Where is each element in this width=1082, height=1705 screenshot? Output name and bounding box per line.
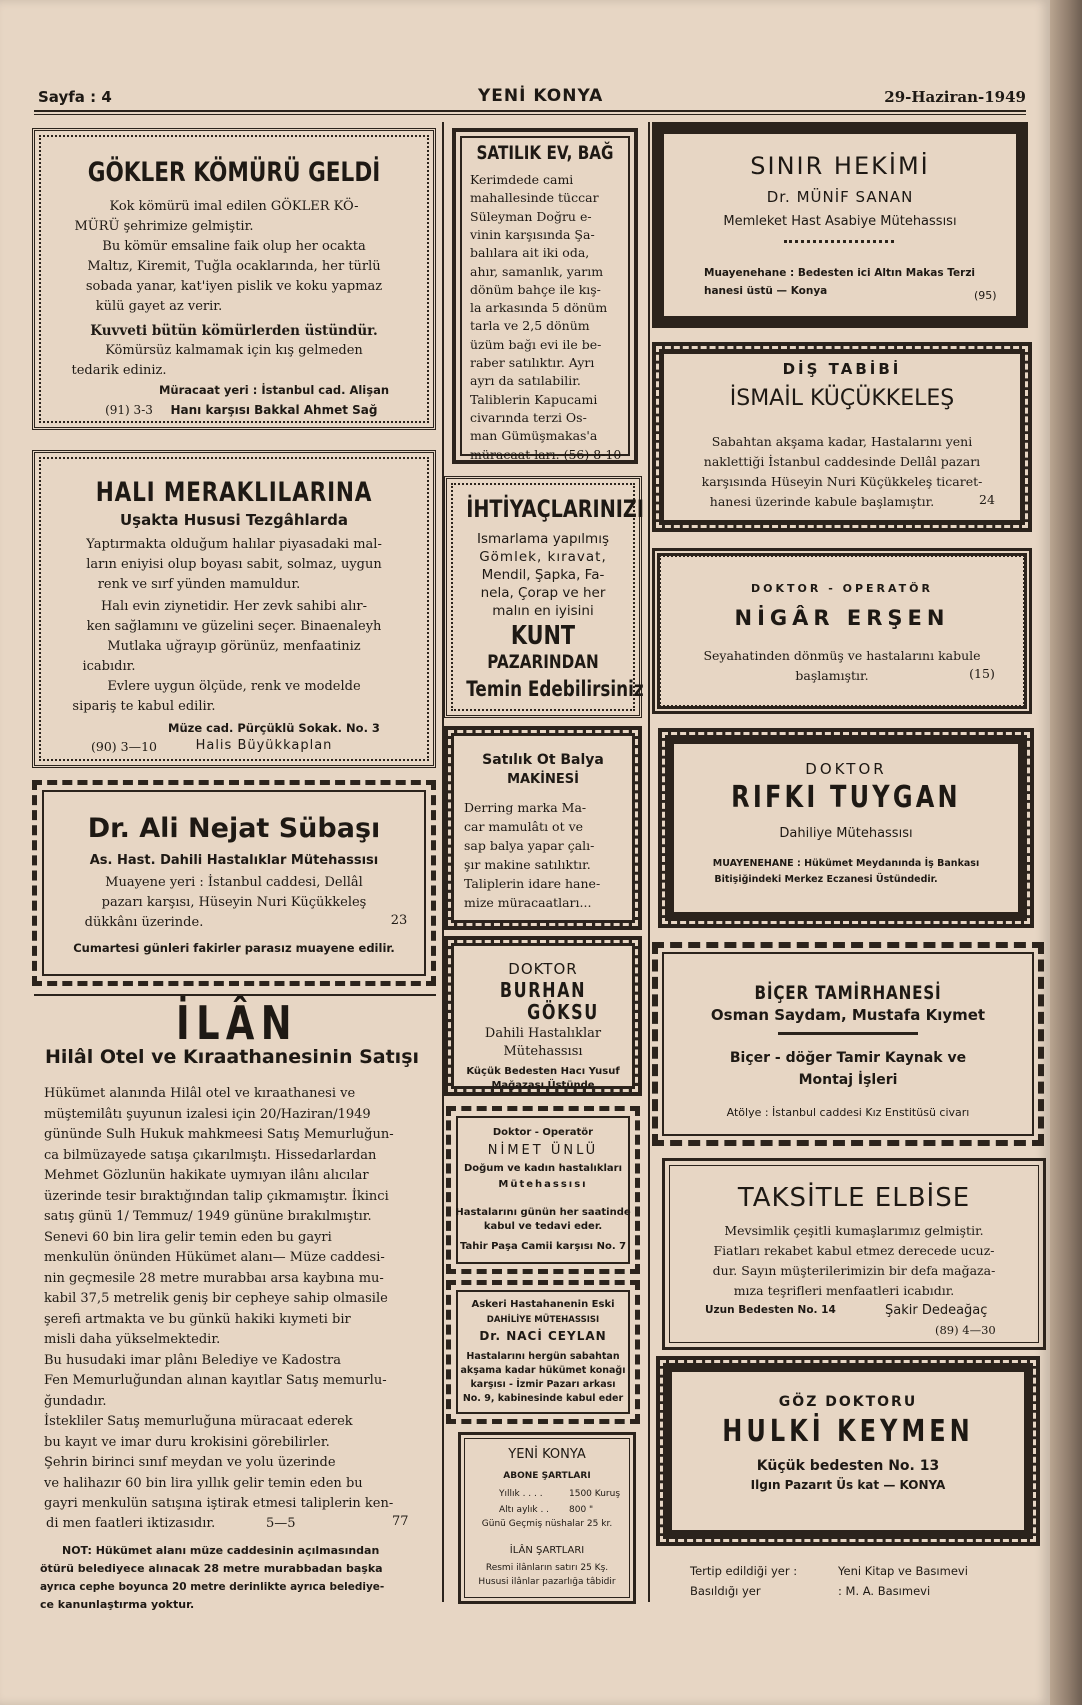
ad-title: BİÇER TAMİRHANESİ — [754, 982, 942, 1004]
ad-text: Atölye : İstanbul caddesi Kız Enstitüsü civarı — [726, 1106, 970, 1119]
ad-brand: PAZARINDAN — [487, 651, 599, 673]
ad-goz-doktoru — [656, 1356, 1040, 1546]
ad-text: hanesi üzerinde kabule başlamıştır. — [709, 494, 935, 509]
imprint — [690, 1562, 1030, 1612]
ad-text: akşama kadar hükümet konağı — [460, 1365, 626, 1376]
article-line: İstekliler Satış memurluğuna müracaat ederek — [44, 1414, 353, 1429]
article-line: Senevi 60 bin lira gelir temin eden bu gayri — [44, 1229, 332, 1245]
header-rule — [34, 110, 1026, 112]
ad-line: balılara ait iki oda, — [470, 245, 590, 261]
ad-taksitle-elbise — [662, 1158, 1046, 1350]
ad-title: DİŞ TABİBİ — [782, 360, 902, 378]
ad-text: karşısında Hüseyin Nuri Küçükkeleş ticaret- — [701, 474, 983, 489]
article-line: gününde Sulh Hukuk mahkmeesi Satış Memurluğun- — [44, 1127, 394, 1142]
article-line: Şehrin birinci sınıf meydan ve yolu üzerinde — [44, 1455, 336, 1470]
imprint-label: Basıldığı yer — [690, 1584, 761, 1598]
ad-text: Bitişiğindeki Merkez Eczanesi Üstündedir. — [714, 874, 938, 885]
ad-text: Askeri Hastahanenin Eski — [471, 1299, 615, 1310]
ad-text: Hastalarını günün her saatinde — [455, 1207, 631, 1218]
ad-ref: 24 — [979, 492, 995, 507]
ad-line: ahır, samanlık, yarım — [470, 263, 604, 279]
ad-text: naklettiği İstanbul caddesinde Dellâl pazarı — [703, 454, 981, 469]
article-line: gayri menkulün satışına iştirak etmesi taliplerin ken- — [44, 1496, 394, 1511]
ad-text: DOKTOR — [508, 960, 578, 978]
ad-line: la arkasında 5 dönüm — [470, 300, 608, 316]
ad-owner: Şakir Dedeağaç — [885, 1303, 988, 1318]
ad-text: Evlere uygun ölçüde, renk ve modelde — [107, 679, 361, 694]
ad-subtitle: As. Hast. Dahili Hastalıklar Mütehassısı — [89, 853, 379, 868]
ad-line: mahallesinde tüccar — [470, 190, 599, 206]
ad-satilik-ev-bag — [452, 128, 638, 464]
ad-ref: (91) 3-3 — [105, 403, 153, 417]
ad-text: Kuvveti bütün kömürlerden üstündür. — [90, 323, 378, 339]
article-line: satış günü 1/ Temmuz/ 1949 gününe bırakılmıştır. — [44, 1209, 372, 1224]
ad-line: şır makine satılıktır. — [464, 857, 591, 872]
ad-sinir-hekimi — [652, 122, 1028, 328]
ad-title: Satılık Ot Balya — [482, 752, 604, 768]
ad-title: Dr. Ali Nejat Sübaşı — [87, 813, 381, 844]
ad-text: Mutlaka uğrayıp görünüz, menfaatiniz — [107, 639, 361, 654]
ad-name: NİGÂR ERŞEN — [734, 606, 950, 630]
article-line: ve halihazır 60 bin lira yıllık gelir temin eden bu — [44, 1475, 363, 1491]
article-line: Bu husudaki imar plânı Belediye ve Kadostra — [44, 1352, 341, 1368]
price-value: 1500 Kuruş — [569, 1489, 621, 1499]
ad-note: Cumartesi günleri fakirler parasız muayene edilir. — [73, 941, 395, 955]
ad-line: Derring marka Ma- — [464, 800, 587, 815]
ad-line: car mamulâtı ot ve — [464, 819, 584, 834]
ad-subtitle: Dahiliye Mütehassısı — [779, 826, 913, 841]
ad-text: Ismarlama yapılmış — [477, 531, 609, 547]
ad-text: dükkânı üzerinde. — [84, 915, 204, 930]
ad-text: Halı evin ziynetidir. Her zevk sahibi alır- — [100, 599, 368, 614]
ad-text: Doktor - Operatör — [492, 1127, 594, 1138]
ad-line: vinin karşısında Şa- — [470, 226, 595, 242]
column-divider — [648, 122, 650, 1602]
ad-text: Doğum ve kadın hastalıkları — [463, 1163, 623, 1174]
price-note: Resmi ilânların satırı 25 Kş. — [485, 1563, 609, 1573]
ad-line: dönüm bahçe ile kış- — [470, 281, 601, 297]
article-note: ayrıca cephe boyunca 20 metre derinlikte ayrıca belediye- — [40, 1581, 385, 1593]
box-title: YENİ KONYA — [508, 1447, 586, 1462]
ad-text: tedarik ediniz. — [71, 363, 167, 378]
ad-text: Kömürsüz kalmamak için kış gelmeden — [105, 343, 363, 358]
ad-name: Dr. MÜNİF SANAN — [766, 188, 914, 206]
article-line: nin geçmesile 28 metre murabbaı arsa kaybına mu- — [44, 1270, 384, 1286]
ad-line: raber satılıktır. Ayrı — [470, 355, 595, 370]
article-line: ca bilmüzayede satışa çıkarılmıştı. Hissedarlardan — [44, 1147, 377, 1163]
ad-title: BURHAN — [499, 978, 587, 1002]
ad-text: Küçük Bedesten Hacı Yusuf — [466, 1066, 620, 1077]
ad-text: Muayenehane : Bedesten ici Altın Makas Terzi — [704, 267, 976, 279]
ornament-line — [784, 240, 894, 243]
ad-gokler-komuru — [32, 128, 436, 430]
ad-text: Gömlek, kıravat, — [479, 549, 607, 565]
ad-text: renk ve sırf yünden mamuldur. — [97, 577, 301, 592]
article-title: İLÂN — [175, 996, 299, 1050]
ad-text: Küçük bedesten No. 13 — [756, 1458, 940, 1474]
imprint-label: Tertip edildiği yer : — [690, 1564, 798, 1578]
ad-address: Müze cad. Pürçüklü Sokak. No. 3 — [168, 721, 380, 735]
newspaper-title: YENİ KONYA — [478, 86, 604, 106]
ad-ref: (15) — [969, 666, 995, 681]
article-line: müştemilâtı şuyunun izalesi için 20/Haziran/1949 — [44, 1106, 371, 1122]
abone-sartlari — [458, 1432, 636, 1604]
ad-ref: (89) 4—30 — [935, 1323, 996, 1337]
ad-rifki-tuygan — [658, 728, 1034, 928]
ad-name: HULKİ KEYMEN — [722, 1414, 974, 1449]
ad-text: DAHİLİYE MÜTEHASSISI — [486, 1315, 600, 1325]
ad-text: kabul ve tedavi eder. — [483, 1221, 603, 1232]
page-number: Sayfa : 4 — [38, 88, 112, 106]
ad-text: Mevsimlik çeşitli kumaşlarımız gelmiştir. — [724, 1223, 984, 1238]
ad-text: Mütehassısı — [503, 1044, 583, 1059]
ad-address: Uzun Bedesten No. 14 — [705, 1304, 836, 1316]
ad-title: NİMET ÜNLÜ — [487, 1143, 599, 1158]
ornament-line — [778, 1032, 918, 1035]
ad-text: MÜRÜ şehrimize gelmiştir. — [74, 219, 254, 234]
ad-subtitle: Memleket Hast Asabiye Mütehassısı — [723, 214, 957, 229]
article-line: bu kayıt ve imar duru krokisini görebilirler. — [44, 1434, 330, 1450]
ad-text: sobada yanar, kat'iyen pislik ve koku yapmaz — [85, 279, 383, 294]
article-line: ğundadır. — [44, 1393, 107, 1409]
ad-text: Hastalarını hergün sabahtan — [466, 1351, 620, 1362]
ad-text: ken sağlamını ve güzelini seçer. Binaenaleyh — [86, 619, 382, 634]
ad-text: külü gayet az verir. — [95, 299, 223, 314]
box-subtitle: İLÂN ŞARTLARI — [509, 1545, 585, 1556]
ad-owner: Halis Büyükkaplan — [195, 738, 333, 753]
ad-text: başlamıştır. — [795, 668, 869, 683]
ad-text: pazarı karşısı, Hüseyin Nuri Küçükkeleş — [101, 895, 367, 910]
ad-name: İSMAİL KÜÇÜKKELEŞ — [729, 386, 955, 411]
ad-title: TAKSİTLE ELBİSE — [737, 1183, 971, 1213]
article-note: ötürü belediyece alınacak 28 metre murabbadan başka — [40, 1562, 383, 1575]
ad-line: tarla ve 2,5 dönüm — [470, 318, 590, 334]
ad-subtitle: Uşakta Hususi Tezgâhlarda — [119, 511, 349, 529]
article-line: şerefi artmakta ve bu günkü hakiki kıymeti bir — [44, 1311, 351, 1327]
ad-line: ayrı da satılabilir. — [470, 373, 581, 389]
article-subtitle: Hilâl Otel ve Kıraathanesinin Satışı — [44, 1046, 420, 1068]
ad-line: sap balya yapar çalı- — [464, 838, 595, 853]
ad-line: müracaat ları. (56) 8-10 — [470, 446, 622, 462]
article-line: Fen Memurluğundan alınan kayıtlar Satış memurlu- — [44, 1373, 387, 1388]
article-line: misli daha yükselmektedir. — [44, 1332, 221, 1347]
ad-title: İHTİYAÇLARINIZI — [466, 495, 644, 523]
article-note: NOT: Hükümet alanı müze caddesinin açılmasından — [62, 1544, 380, 1557]
ad-text: Yaptırmakta olduğum halılar piyasadaki mal- — [86, 537, 382, 552]
price-note: Hususi ilânlar pazarlığa tâbidir — [478, 1577, 616, 1587]
ad-text: karşısı - İzmir Pazarı arkası — [470, 1379, 616, 1390]
article-line: Hükümet alanında Hilâl otel ve kıraathanesi ve — [44, 1086, 356, 1101]
page-header — [38, 86, 1026, 108]
ad-text: Kok kömürü imal edilen GÖKLER KÖ- — [109, 199, 359, 214]
ad-text: Dahili Hastalıklar — [484, 1026, 602, 1041]
ad-text: Mendil, Şapka, Fa- — [481, 567, 605, 583]
ad-text: Mağazası Üstünde — [491, 1080, 595, 1091]
ad-title: DOKTOR - OPERATÖR — [751, 582, 933, 595]
ad-text: malın en iyisini — [492, 603, 594, 619]
article-line: Mehmet Gözlunün hakikate uymıyan ilânı alıcılar — [44, 1168, 369, 1183]
ad-line: Süleyman Doğru e- — [470, 208, 592, 224]
article-note: ce kanunlaştırma yoktur. — [40, 1598, 195, 1611]
ad-title: HALI MERAKLILARINA — [95, 477, 373, 508]
ad-text: Bu kömür emsaline faik olup her ocakta — [102, 239, 366, 254]
ad-ref: (90) 3—10 — [91, 739, 157, 754]
article-line: kabil 37,5 metrelik geniş bir cepheye sahip olmasile — [44, 1291, 388, 1306]
ad-title: SINIR HEKİMİ — [750, 152, 930, 180]
ad-text: mıza teşrifleri menfaatleri icabıdır. — [733, 1283, 955, 1298]
ad-text: Seyahatinden dönmüş ve hastalarını kabule — [703, 648, 981, 663]
article-line: di men faatleri iktizasıdır. — [46, 1516, 216, 1531]
ad-text: Montaj İşleri — [798, 1072, 898, 1088]
ad-text: nela, Çorap ve her — [480, 585, 606, 601]
ad-brand: KUNT — [510, 621, 576, 651]
ad-text: DOKTOR — [805, 760, 887, 778]
ad-text: sipariş te kabul edilir. — [72, 699, 216, 714]
ad-line: üzüm bağı evi ile be- — [470, 336, 602, 352]
article-line: üzerinde tesir bıraktığından talip çıkmamıştır. İkinci — [44, 1188, 389, 1204]
ad-balya-makinesi — [444, 726, 642, 930]
ad-text: dur. Sayın müşterilerimizin bir defa mağaza- — [712, 1263, 996, 1278]
ad-line: man Gümüşmakas'a — [470, 428, 598, 444]
ad-text: Mütehassısı — [498, 1179, 588, 1190]
ad-text: hanesi üstü — Konya — [704, 285, 828, 297]
ad-nigar-ersen — [652, 548, 1032, 714]
ad-hali — [32, 450, 436, 768]
ad-kunt-pazari — [444, 476, 642, 718]
issue-date: 29-Haziran-1949 — [884, 88, 1026, 106]
article-line: menkulün önünden Hükümet alanı— Müze caddesi- — [44, 1250, 385, 1265]
ad-text: Maltız, Kiremit, Tuğla ocaklarında, her türlü — [87, 259, 381, 274]
ad-title: Dr. NACİ CEYLAN — [479, 1329, 607, 1343]
ad-title: MAKİNESİ — [507, 772, 579, 787]
ad-bicer-tamirhanesi — [652, 942, 1044, 1146]
ad-text: ların eniyisi olup boyası sabit, solmaz, uygun — [86, 557, 382, 572]
ad-name: RIFKI TUYGAN — [731, 780, 961, 815]
ad-subasi — [32, 780, 436, 986]
ad-text: Müracaat yeri : İstanbul cad. Alişan — [158, 383, 390, 397]
page-spine — [1050, 0, 1082, 1705]
ad-title: GÖKSU — [527, 1000, 599, 1024]
box-subtitle: ABONE ŞARTLARI — [503, 1471, 591, 1481]
ad-subtitle: Osman Saydam, Mustafa Kıymet — [710, 1006, 986, 1024]
price-value: 800 " — [569, 1505, 594, 1515]
ad-line: Kerimdede cami — [470, 172, 574, 187]
ad-dis-tabibi — [652, 342, 1032, 532]
ad-line: Taliplerin idare hane- — [464, 876, 601, 891]
ad-text: Muayene yeri : İstanbul caddesi, Dellâl — [105, 875, 363, 890]
imprint-value: Yeni Kitap ve Basımevi — [838, 1564, 968, 1578]
ad-line: Taliblerin Kapucami — [470, 391, 598, 407]
article-ref: 5—5 — [266, 1516, 296, 1531]
ad-line: civarında terzi Os- — [470, 409, 587, 425]
ad-line: mize müracaatları... — [464, 895, 592, 910]
ad-text: Ilgın Pazarıt Üs kat — KONYA — [750, 1478, 946, 1492]
price-label: Yıllık . . . . — [499, 1489, 543, 1499]
price-note: Günü Geçmiş nüshalar 25 kr. — [481, 1519, 613, 1529]
imprint-value: : M. A. Basımevi — [838, 1584, 931, 1598]
article-ilan — [36, 996, 438, 1656]
ad-text: MUAYENEHANE : Hükümet Meydanında İş Bankası — [712, 858, 980, 869]
ad-text: Biçer - döğer Tamir Kaynak ve — [729, 1050, 967, 1066]
ad-text: No. 9, kabinesinde kabul eder — [462, 1393, 624, 1404]
article-ref: 77 — [392, 1514, 409, 1529]
ad-text: Sabahtan akşama kadar, Hastalarını yeni — [711, 434, 973, 449]
ad-burhan-goksu — [444, 936, 642, 1096]
header-rule-thin — [34, 114, 1026, 115]
ad-text: Tahir Paşa Camii karşısı No. 7 — [459, 1241, 627, 1252]
ad-naci-ceylan — [446, 1280, 640, 1424]
ad-text: GÖZ DOKTORU — [778, 1394, 918, 1410]
ad-title: GÖKLER KÖMÜRÜ GELDİ — [87, 157, 381, 188]
ad-ref: 23 — [390, 913, 408, 928]
ad-text: Hanı karşısı Bakkal Ahmet Sağ — [170, 403, 378, 417]
ad-text: Fiatları rekabet kabul etmez derecede ucuz- — [713, 1243, 995, 1258]
ad-ref: (95) — [974, 289, 997, 302]
ad-text: Temin Edebilirsiniz — [466, 677, 644, 701]
ad-text: icabıdır. — [82, 659, 136, 674]
price-label: Altı aylık . . — [499, 1505, 550, 1515]
ad-nimet-unlu — [446, 1106, 640, 1274]
ad-title: SATILIK EV, BAĞ — [476, 142, 614, 164]
